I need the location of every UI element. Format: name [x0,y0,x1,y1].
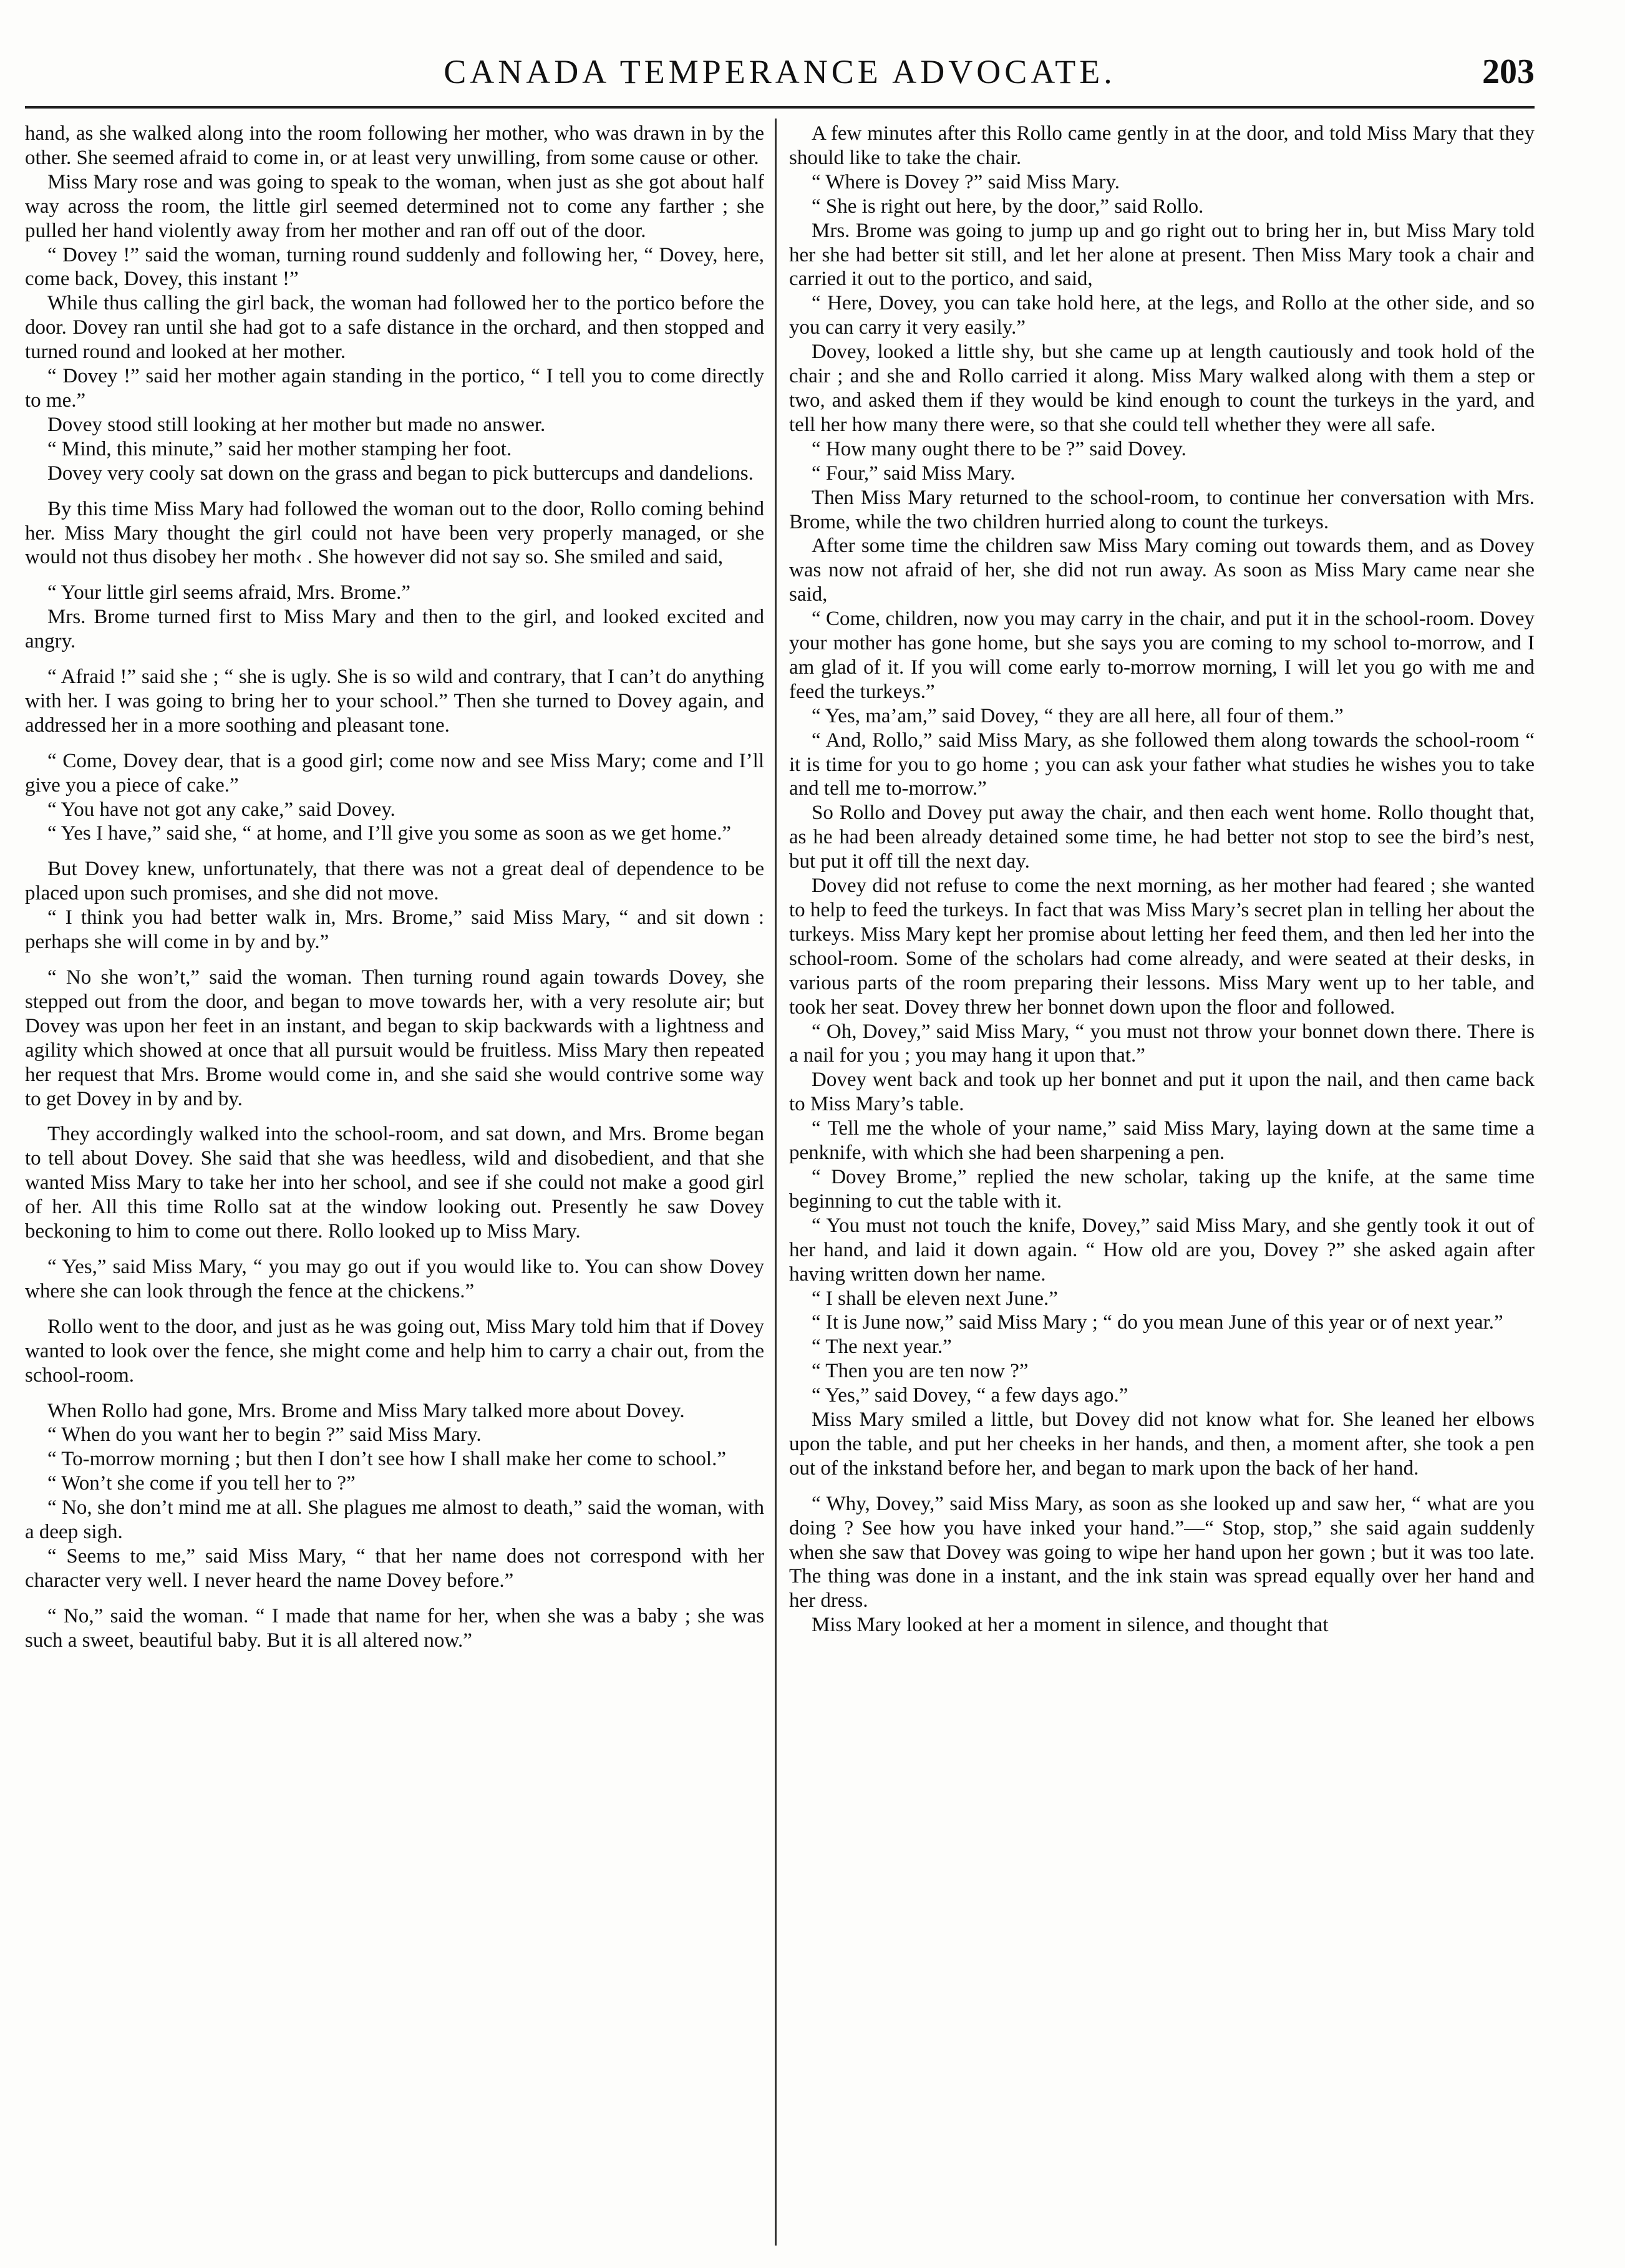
paragraph: “ No,” said the woman. “ I made that name for her, when she was a baby ; she was such a sweet, beautiful baby. But it is all altered now.” [25,1604,764,1652]
left-column [25,122,764,2236]
paragraph: “ Tell me the whole of your name,” said Miss Mary, laying down at the same time a penknife, with which she had been sharpening a pen. [789,1117,1535,1165]
paragraph: “ Four,” said Miss Mary. [812,462,1016,485]
paragraph: “ Come, children, now you may carry in the chair, and put it in the school-room. Dovey your mother has gone home, but she says you are coming to my school to-morrow, and I am glad of it. If you will come early to-morrow morning, I will let you go with me and feed the turkeys.” [789,608,1535,703]
running-title: CANADA TEMPERANCE ADVOCATE. [444,53,1116,90]
paragraph: “ Oh, Dovey,” said Miss Mary, “ you must not throw your bonnet down there. There is a nail for you ; you may hang it upon that.” [789,1020,1535,1067]
paragraph: “ How many ought there to be ?” said Dovey. [812,437,1186,460]
paragraph: Miss Mary rose and was going to speak to the woman, when just as she got about half way across the room, the little girl seemed determined not to come any farther ; she pulled her hand violently away from her mother and ran off out of the door. [25,170,764,242]
paragraph: Mrs. Brome was going to jump up and go right out to bring her in, but Miss Mary told her she had better sit still, and let her alone at present. Then Miss Mary took a chair and carried it out to the portico, and said, [789,219,1535,291]
paragraph: “ Then you are ten now ?” [812,1360,1029,1383]
paragraph: Dovey very cooly sat down on the grass and began to pick buttercups and dandelions. [47,462,754,485]
paragraph: When Rollo had gone, Mrs. Brome and Miss Mary talked more about Dovey. [47,1399,685,1422]
paragraph: Miss Mary looked at her a moment in silence, and thought that [812,1614,1329,1637]
paragraph: “ Come, Dovey dear, that is a good girl; come now and see Miss Mary; come and I’ll give you a piece of cake.” [25,749,764,797]
paragraph: “ Here, Dovey, you can take hold here, at the legs, and Rollo at the other side, and so you can carry it very easily.” [789,292,1535,339]
paragraph: Dovey stood still looking at her mother but made no answer. [47,413,546,436]
paragraph: “ Afraid !” said she ; “ she is ugly. She is so wild and contrary, that I can’t do anything with her. I was going to bring her to your school.” Then she turned to Dovey again, and addressed her in a more soothing and pleasant tone. [25,666,764,737]
right-column [789,122,1535,2236]
paragraph: “ Mind, this minute,” said her mother stamping her foot. [47,437,512,460]
paragraph: “ Your little girl seems afraid, Mrs. Brome.” [47,581,410,604]
paragraph: “ Yes I have,” said she, “ at home, and I’ll give you some as soon as we get home.” [47,822,732,845]
paragraph: “ Yes,” said Miss Mary, “ you may go out if you would like to. You can show Dovey where she can look through the fence at the chickens.” [25,1255,764,1302]
paragraph: “ And, Rollo,” said Miss Mary, as she followed them along towards the school-room “ it is time for you to go home ; you can ask your father what studies he wishes you to take and tell me to-morrow.” [789,729,1535,800]
paragraph: “ Dovey !” said the woman, turning round suddenly and following her, “ Dovey, here, come back, Dovey, this instant !” [25,243,764,291]
header-rule [25,106,1535,109]
paragraph: But Dovey knew, unfortunately, that there was not a great deal of dependence to be placed upon such promises, and she did not move. [25,858,764,905]
paragraph: “ I shall be eleven next June.” [812,1287,1058,1310]
page-number: 203 [1482,52,1535,91]
paragraph: Rollo went to the door, and just as he was going out, Miss Mary told him that if Dovey wanted to look over the fence, she might come and help him to carry a chair out, from the school-room. [25,1315,764,1387]
paragraph: After some time the children saw Miss Mary coming out towards them, and as Dovey was now not afraid of her, she did not run away. As soon as Miss Mary came near she said, [789,535,1535,606]
paragraph: “ Why, Dovey,” said Miss Mary, as soon as she looked up and saw her, “ what are you doing ? See how you have inked your hand.”—“ Stop, stop,” she said again suddenly when she saw that Dovey was going to wipe her hand upon her gown ; but it was too late. The thing was done in a instant, and the ink stain was spread equally over her hand and her dress. [789,1492,1535,1612]
paragraph: “ Yes, ma’am,” said Dovey, “ they are all here, all four of them.” [812,704,1344,727]
paragraph: “ You must not touch the knife, Dovey,” said Miss Mary, and she gently took it out of her hand, and laid it down again. “ How old are you, Dovey ?” she asked again after having written down her name. [789,1214,1535,1286]
paragraph: “ The next year.” [812,1335,952,1359]
paragraph: “ Won’t she come if you tell her to ?” [47,1472,356,1495]
paragraph: By this time Miss Mary had followed the woman out to the door, Rollo coming behind her. Miss Mary thought the girl could not have been very properly managed, or she would not thus disobey her moth‹ . She however did not say so. She smiled and said, [25,497,764,569]
paragraph: Then Miss Mary returned to the school-room, to continue her conversation with Mrs. Brome, while the two children hurried along to count the turkeys. [789,486,1535,533]
paragraph: Mrs. Brome turned first to Miss Mary and then to the girl, and looked excited and angry. [25,606,764,653]
paragraph: “ When do you want her to begin ?” said Miss Mary. [47,1423,482,1447]
page-header [25,44,1535,100]
paragraph: “ No, she don’t mind me at all. She plagues me almost to death,” said the woman, with a deep sigh. [25,1496,764,1544]
paragraph: Dovey did not refuse to come the next morning, as her mother had feared ; she wanted to help to feed the turkeys. In fact that was Miss Mary’s secret plan in telling her about the turkeys. Miss Mary kept her promise about letting her feed them, and then led her into the school-room. Some of the scholars had come already, and were seated at their desks, in various parts of the room preparing their lessons. Miss Mary went up to her table, and took her seat. Dovey threw her bonnet down upon the floor and followed. [789,875,1535,1019]
paragraph: “ Seems to me,” said Miss Mary, “ that her name does not correspond with her character very well. I never heard the name Dovey before.” [25,1544,764,1592]
paragraph: “ To-morrow morning ; but then I don’t see how I shall make her come to school.” [47,1448,726,1471]
paragraph: “ You have not got any cake,” said Dovey. [47,798,395,821]
paragraph: A few minutes after this Rollo came gently in at the door, and told Miss Mary that they should like to take the chair. [789,122,1535,169]
paragraph: “ I think you had better walk in, Mrs. Brome,” said Miss Mary, “ and sit down : perhaps she will come in by and by.” [25,906,764,954]
paragraph: “ It is June now,” said Miss Mary ; “ do you mean June of this year or of next year.” [812,1311,1503,1334]
paragraph: Miss Mary smiled a little, but Dovey did not know what for. She leaned her elbows upon the table, and put her cheeks in her hands, and then, a moment after, she took a pen out of the inkstand before her, and began to mark upon the back of her hand. [789,1408,1535,1480]
paragraph: “ Dovey Brome,” replied the new scholar, taking up the knife, at the same time beginning to cut the table with it. [789,1165,1535,1213]
paragraph: “ No she won’t,” said the woman. Then turning round again towards Dovey, she stepped out from the door, and began to move towards her, with a very resolute air; but Dovey was upon her feet in an instant, and began to skip backwards with a lightness and agility which showed at once that all pursuit would be fruitless. Miss Mary then repeated her request that Mrs. Brome would come in, and she said she would contrive some way to get Dovey in by and by. [25,966,764,1110]
paragraph: hand, as she walked along into the room following her mother, who was drawn in by the other. She seemed afraid to come in, or at least very unwilling, from some cause or other. [25,122,764,169]
paragraph: They accordingly walked into the school-room, and sat down, and Mrs. Brome began to tell about Dovey. She said that she was heedless, wild and disobedient, and that she wanted Miss Mary to take her into her school, and see if she could not make a good girl of her. All this time Rollo sat at the window looking out. Presently he saw Dovey beckoning to him to come out there. Rollo looked up to Miss Mary. [25,1123,764,1243]
paragraph: “ She is right out here, by the door,” said Rollo. [812,195,1204,218]
paragraph: “ Dovey !” said her mother again standing in the portico, “ I tell you to come directly to me.” [25,365,764,412]
paragraph: Dovey went back and took up her bonnet and put it upon the nail, and then came back to Miss Mary’s table. [789,1069,1535,1116]
paragraph: “ Yes,” said Dovey, “ a few days ago.” [812,1384,1128,1407]
paragraph: So Rollo and Dovey put away the chair, and then each went home. Rollo thought that, as he had been already detained some time, he had better not stop to see the bird’s nest, but put it off till the next day. [789,802,1535,873]
paragraph: Dovey, looked a little shy, but she came up at length cautiously and took hold of the chair ; and she and Rollo carried it along. Miss Mary walked along with them a step or two, and asked them if they would be kind enough to count the turkeys in the yard, and tell her how many there were, so that she could tell whether they were all safe. [789,341,1535,436]
paragraph: While thus calling the girl back, the woman had followed her to the portico before the door. Dovey ran until she had got to a safe distance in the orchard, and then stopped and turned round and looked at her mother. [25,292,764,364]
column-divider [775,119,777,2246]
paragraph: “ Where is Dovey ?” said Miss Mary. [812,170,1120,193]
